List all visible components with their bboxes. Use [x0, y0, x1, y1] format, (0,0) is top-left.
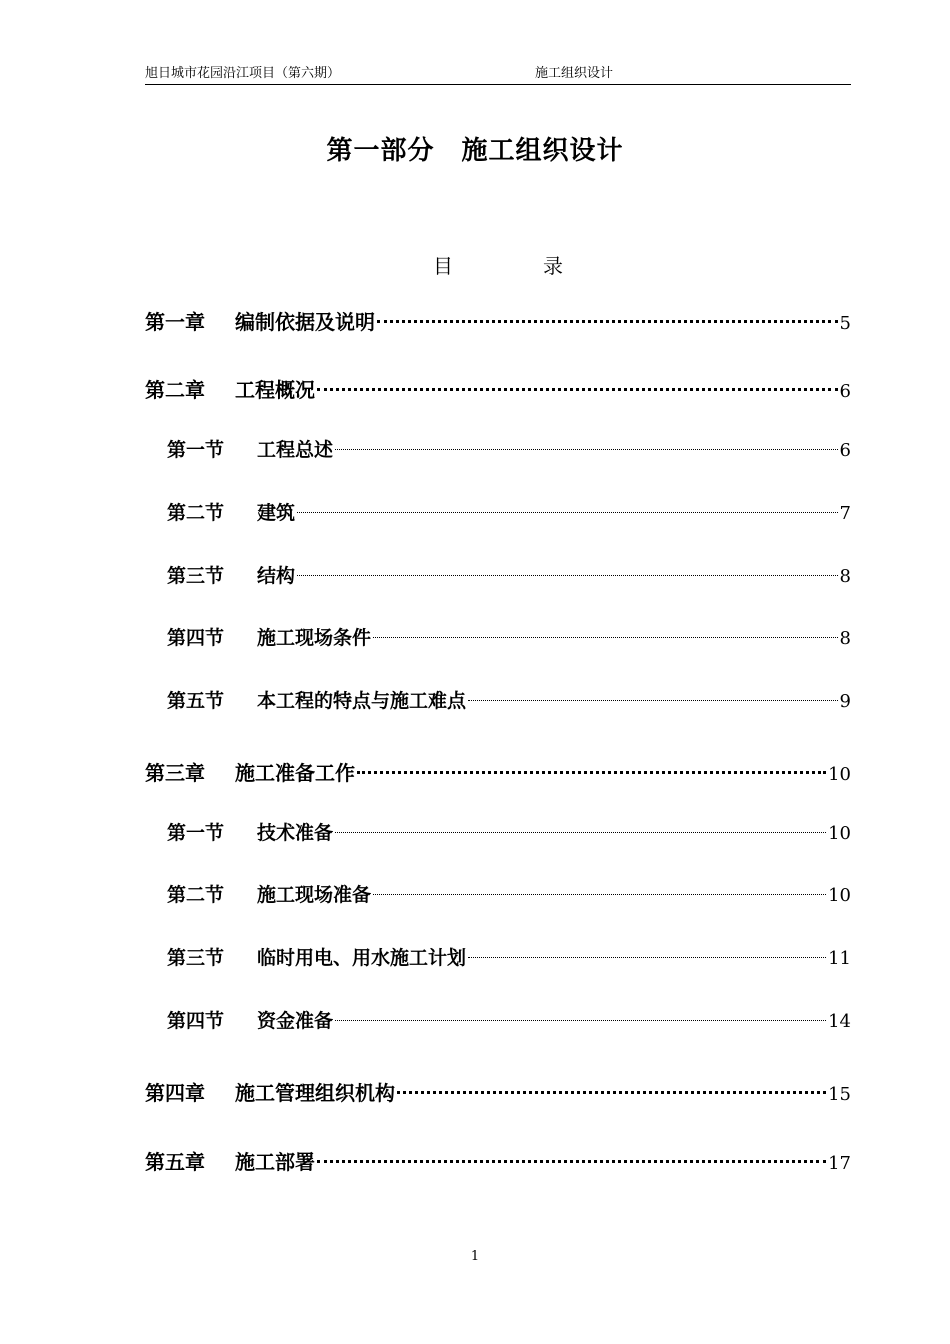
- toc-entry-section-2-4[interactable]: [167, 623, 851, 653]
- dot-leader: [317, 1160, 826, 1163]
- toc-entry-page: 7: [839, 503, 851, 524]
- toc-heading-char-1: 目: [433, 254, 453, 278]
- toc-entry-number: 第三章: [145, 761, 205, 785]
- page-number: 1: [470, 1249, 480, 1264]
- toc-entry-page: 11: [828, 948, 851, 969]
- toc-entry-title: 施工现场条件: [257, 627, 372, 649]
- toc-entry-title: 资金准备: [257, 1010, 334, 1032]
- dot-leader: [373, 894, 826, 895]
- toc-entry-title: 编制依据及说明: [235, 310, 375, 334]
- toc-entry-chapter-5[interactable]: [145, 1147, 851, 1177]
- toc-entry-number: 第二章: [145, 378, 205, 402]
- dot-leader: [335, 449, 838, 450]
- toc-entry-page: 15: [828, 1084, 851, 1105]
- dot-leader: [468, 700, 838, 701]
- toc-entry-title: 工程概况: [235, 378, 315, 402]
- toc-entry-number: 第三节: [167, 947, 225, 969]
- toc-heading-char-2: 录: [543, 254, 563, 278]
- dot-leader: [468, 957, 826, 958]
- toc-entry-title: 建筑: [257, 502, 296, 524]
- toc-entry-page: 10: [828, 764, 851, 785]
- dot-leader: [317, 388, 838, 391]
- toc-entry-title: 施工管理组织机构: [235, 1081, 395, 1105]
- dot-leader: [297, 575, 838, 576]
- toc-entry-chapter-1[interactable]: [145, 307, 851, 337]
- toc-entry-chapter-4[interactable]: [145, 1078, 851, 1108]
- toc-entry-number: 第三节: [167, 565, 225, 587]
- toc-entry-section-3-3[interactable]: [167, 943, 851, 973]
- dot-leader: [397, 1091, 826, 1094]
- toc-entry-number: 第四节: [167, 627, 225, 649]
- toc-entry-page: 10: [828, 823, 851, 844]
- dot-leader: [377, 320, 838, 323]
- toc-entry-section-3-2[interactable]: [167, 880, 851, 910]
- toc-entry-page: 14: [828, 1011, 851, 1032]
- dot-leader: [335, 1020, 826, 1021]
- toc-entry-number: 第一节: [167, 439, 225, 461]
- toc-entry-title: 结构: [257, 565, 296, 587]
- toc-entry-title: 本工程的特点与施工难点: [257, 690, 467, 712]
- toc-entry-chapter-2[interactable]: [145, 375, 851, 405]
- toc-entry-number: 第一章: [145, 310, 205, 334]
- header-document-title: 施工组织设计: [535, 66, 614, 81]
- header-project-name: 旭日城市花园沿江项目（第六期）: [145, 66, 341, 81]
- toc-entry-title: 工程总述: [257, 439, 334, 461]
- dot-leader: [357, 771, 826, 774]
- toc-entry-page: 10: [828, 885, 851, 906]
- toc-entry-number: 第五节: [167, 690, 225, 712]
- toc-entry-number: 第五章: [145, 1150, 205, 1174]
- toc-entry-page: 8: [839, 566, 851, 587]
- toc-entry-section-2-2[interactable]: [167, 498, 851, 528]
- toc-entry-number: 第一节: [167, 822, 225, 844]
- dot-leader: [373, 637, 838, 638]
- toc-entry-number: 第四章: [145, 1081, 205, 1105]
- toc-entry-page: 5: [839, 313, 851, 334]
- toc-entry-section-3-1[interactable]: [167, 818, 851, 848]
- dot-leader: [297, 512, 838, 513]
- toc-entry-section-3-4[interactable]: [167, 1006, 851, 1036]
- toc-entry-title: 施工准备工作: [235, 761, 355, 785]
- toc-entry-title: 施工现场准备: [257, 884, 372, 906]
- toc-entry-number: 第二节: [167, 502, 225, 524]
- toc-entry-section-2-5[interactable]: [167, 686, 851, 716]
- toc-entry-page: 17: [828, 1153, 851, 1174]
- toc-entry-page: 9: [839, 691, 851, 712]
- toc-entry-page: 8: [839, 628, 851, 649]
- toc-entry-title: 施工部署: [235, 1150, 315, 1174]
- toc-entry-section-2-1[interactable]: [167, 435, 851, 465]
- dot-leader: [335, 832, 826, 833]
- toc-entry-title: 临时用电、用水施工计划: [257, 947, 467, 969]
- toc-entry-number: 第二节: [167, 884, 225, 906]
- toc-entry-page: 6: [839, 381, 851, 402]
- toc-entry-chapter-3[interactable]: [145, 758, 851, 788]
- toc-entry-title: 技术准备: [257, 822, 334, 844]
- toc-entry-section-2-3[interactable]: [167, 561, 851, 591]
- toc-entry-number: 第四节: [167, 1010, 225, 1032]
- toc-entry-page: 6: [839, 440, 851, 461]
- part-title: 第一部分 施工组织设计: [326, 136, 624, 166]
